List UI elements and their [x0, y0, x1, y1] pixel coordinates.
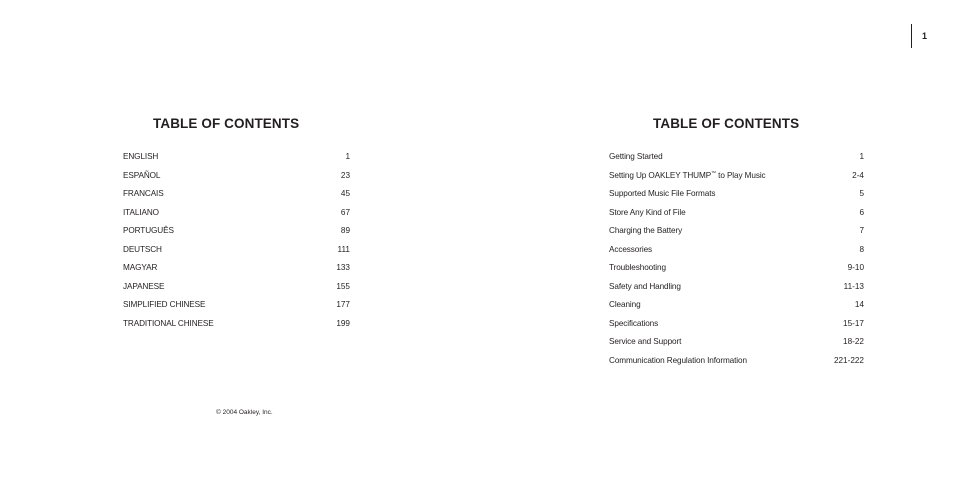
- toc-entry-page: 14: [854, 300, 864, 310]
- toc-entry-label: SIMPLIFIED CHINESE: [123, 300, 206, 310]
- toc-item-italiano[interactable]: [123, 204, 350, 223]
- toc-entry-page: 9-10: [847, 263, 864, 273]
- toc-entry-label: DEUTSCH: [123, 244, 162, 254]
- toc-item-setting-up[interactable]: [609, 167, 864, 186]
- toc-entry-page: 23: [340, 170, 350, 180]
- toc-item-accessories[interactable]: [609, 241, 864, 260]
- right-toc-title: TABLE OF CONTENTS: [653, 116, 800, 131]
- toc-item-service[interactable]: [609, 333, 864, 352]
- toc-item-portugues[interactable]: [123, 222, 350, 241]
- toc-item-espanol[interactable]: [123, 167, 350, 186]
- toc-entry-page: 18-22: [843, 337, 864, 347]
- page-number: 1: [922, 31, 928, 41]
- toc-entry-label: Specifications: [609, 318, 659, 328]
- trademark-symbol: ™: [711, 170, 716, 177]
- toc-item-troubleshooting[interactable]: [609, 259, 864, 278]
- toc-entry-page: 89: [340, 226, 350, 236]
- toc-item-simplified-chinese[interactable]: [123, 296, 350, 315]
- toc-entry-page: 1: [859, 152, 864, 162]
- toc-item-english[interactable]: [123, 148, 350, 167]
- copyright-notice: © 2004 Oakley, Inc.: [216, 409, 273, 416]
- toc-entry-label: Troubleshooting: [609, 263, 666, 273]
- toc-entry-label: Charging the Battery: [609, 226, 683, 236]
- toc-entry-label: Service and Support: [609, 337, 682, 347]
- toc-entry-page: 6: [859, 207, 864, 217]
- toc-entry-page: 8: [859, 244, 864, 254]
- right-toc-list: [609, 148, 864, 370]
- toc-entry-page: 221-222: [833, 355, 864, 365]
- toc-entry-label: Cleaning: [609, 300, 641, 310]
- toc-item-regulation[interactable]: [609, 352, 864, 371]
- toc-entry-label: ENGLISH: [123, 152, 159, 162]
- toc-item-safety[interactable]: [609, 278, 864, 297]
- page-number-rule: [911, 24, 912, 48]
- toc-item-japanese[interactable]: [123, 278, 350, 297]
- toc-entry-label: TRADITIONAL CHINESE: [123, 318, 214, 328]
- toc-entry-label: MAGYAR: [123, 263, 158, 273]
- toc-entry-page: 15-17: [843, 318, 864, 328]
- toc-entry-label: Store Any Kind of File: [609, 207, 686, 217]
- toc-entry-page: 1: [345, 152, 350, 162]
- toc-entry-page: 11-13: [843, 281, 864, 291]
- toc-entry-page: 133: [336, 263, 350, 273]
- toc-entry-label: [609, 170, 766, 182]
- toc-item-charging[interactable]: [609, 222, 864, 241]
- left-toc-list: [123, 148, 350, 333]
- toc-entry-label: ITALIANO: [123, 207, 159, 217]
- toc-entry-label-suffix: to Play Music: [715, 170, 766, 180]
- toc-entry-label: Safety and Handling: [609, 281, 681, 291]
- toc-entry-label: Communication Regulation Information: [609, 355, 747, 365]
- toc-entry-label: FRANCAIS: [123, 189, 164, 199]
- toc-item-supported-formats[interactable]: [609, 185, 864, 204]
- toc-entry-page: 5: [859, 189, 864, 199]
- toc-item-traditional-chinese[interactable]: [123, 315, 350, 334]
- toc-item-store-file[interactable]: [609, 204, 864, 223]
- toc-entry-page: 111: [337, 244, 350, 254]
- toc-entry-label: Accessories: [609, 244, 653, 254]
- toc-item-cleaning[interactable]: [609, 296, 864, 315]
- toc-item-deutsch[interactable]: [123, 241, 350, 260]
- toc-entry-page: 7: [859, 226, 864, 236]
- toc-entry-label: ESPAÑOL: [123, 170, 161, 180]
- toc-entry-page: 155: [336, 281, 350, 291]
- toc-entry-page: 177: [336, 300, 350, 310]
- toc-entry-label-main: Setting Up OAKLEY THUMP: [609, 170, 712, 180]
- toc-entry-page: 67: [340, 207, 350, 217]
- toc-entry-label: Supported Music File Formats: [609, 189, 716, 199]
- toc-entry-label: JAPANESE: [123, 281, 165, 291]
- toc-item-magyar[interactable]: [123, 259, 350, 278]
- toc-entry-label: Getting Started: [609, 152, 663, 162]
- toc-entry-page: 45: [340, 189, 350, 199]
- toc-item-specifications[interactable]: [609, 315, 864, 334]
- toc-entry-page: 2-4: [852, 170, 864, 180]
- toc-entry-page: 199: [336, 318, 350, 328]
- toc-item-francais[interactable]: [123, 185, 350, 204]
- toc-item-getting-started[interactable]: [609, 148, 864, 167]
- left-toc-title: TABLE OF CONTENTS: [153, 116, 300, 131]
- toc-entry-label: PORTUGUÊS: [123, 226, 174, 236]
